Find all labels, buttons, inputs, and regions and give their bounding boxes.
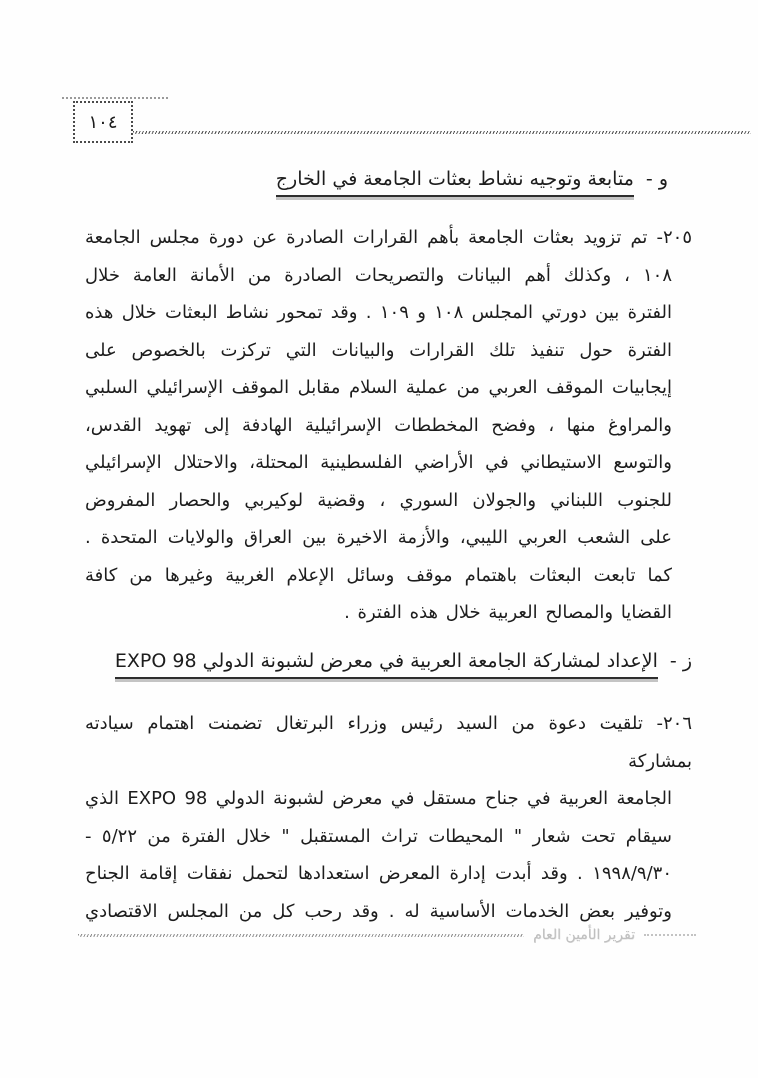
paragraph-line: ٢٠٦- تلقيت دعوة من السيد رئيس وزراء البرتغال تضمنت اهتمام سيادته بمشاركة	[85, 713, 692, 772]
footer-caption: تقرير الأمين العام	[533, 927, 635, 943]
heading-prefix: و -	[645, 168, 668, 190]
paragraph-line: القضايا والمصالح العربية خلال هذه الفترة .	[344, 602, 672, 623]
paragraph-line: ٢٠٥- تم تزويد بعثات الجامعة بأهم القرارات الصادرة عن دورة مجلس الجامعة	[85, 227, 692, 248]
footer-hatch-rule	[78, 934, 524, 937]
page-number: ١٠٤	[88, 111, 118, 133]
section-heading-missions	[276, 168, 668, 197]
paragraph-line: وتوفير بعض الخدمات الأساسية له . وقد رحب كل من المجلس الاقتصادي	[85, 900, 672, 922]
paragraph-line: كما تابعت البعثات باهتمام موقف وسائل الإعلام الغربية وغيرها من كافة	[85, 564, 672, 586]
paragraph-206	[85, 705, 692, 930]
paragraph-line: على الشعب العربي الليبي، والأزمة الاخيرة بين العراق والولايات المتحدة .	[85, 527, 672, 548]
paragraph-line: الجامعة العربية في جناح مستقل في معرض لشبونة الدولي EXPO 98 الذي	[85, 788, 673, 809]
paragraph-line: والتوسع الاستيطاني في الأراضي الفلسطينية المحتلة، والاحتلال الإسرائيلي	[85, 452, 672, 473]
footer-dotted-tail	[644, 934, 696, 936]
heading-prefix: ز -	[669, 650, 692, 672]
section-heading-expo98	[115, 650, 692, 679]
paragraph-line: إيجابيات الموقف العربي من عملية السلام مقابل الموقف الإسرائيلي السلبي	[85, 377, 672, 398]
paragraph-line: الفترة حول تنفيذ تلك القرارات والبيانات التي تركزت بالخصوص على	[85, 339, 672, 361]
page-footer	[78, 923, 696, 947]
paragraph-line: والمراوغ منها ، وفضح المخططات الإسرائيلية الهادفة إلى تهويد القدس،	[85, 414, 672, 436]
top-hatch-rule	[133, 131, 751, 134]
paragraph-205	[85, 219, 692, 632]
heading-underlined-text: الإعداد لمشاركة الجامعة العربية في معرض لشبونة الدولي EXPO 98	[115, 650, 658, 679]
page-number-box	[73, 101, 133, 143]
heading-underlined-text: متابعة وتوجيه نشاط بعثات الجامعة في الخارج	[276, 168, 634, 197]
paragraph-line: الفترة بين دورتي المجلس ١٠٨ و ١٠٩ . وقد تمحور نشاط البعثات خلال هذه	[85, 302, 672, 323]
paragraph-line: ١٩٩٨/٩/٣٠ . وقد أبدت إدارة المعرض استعدادها لتحمل نفقات إقامة الجناح	[85, 863, 672, 884]
top-dash-line	[62, 97, 168, 99]
paragraph-line: سيقام تحت شعار " المحيطات تراث المستقبل " خلال الفترة من ٥/٢٢ -	[85, 825, 672, 847]
paragraph-line: للجنوب اللبناني والجولان السوري ، وقضية لوكيربي والحصار المفروض	[85, 489, 672, 511]
paragraph-line: ١٠٨ ، وكذلك أهم البيانات والتصريحات الصادرة من الأمانة العامة خلال	[85, 264, 672, 286]
